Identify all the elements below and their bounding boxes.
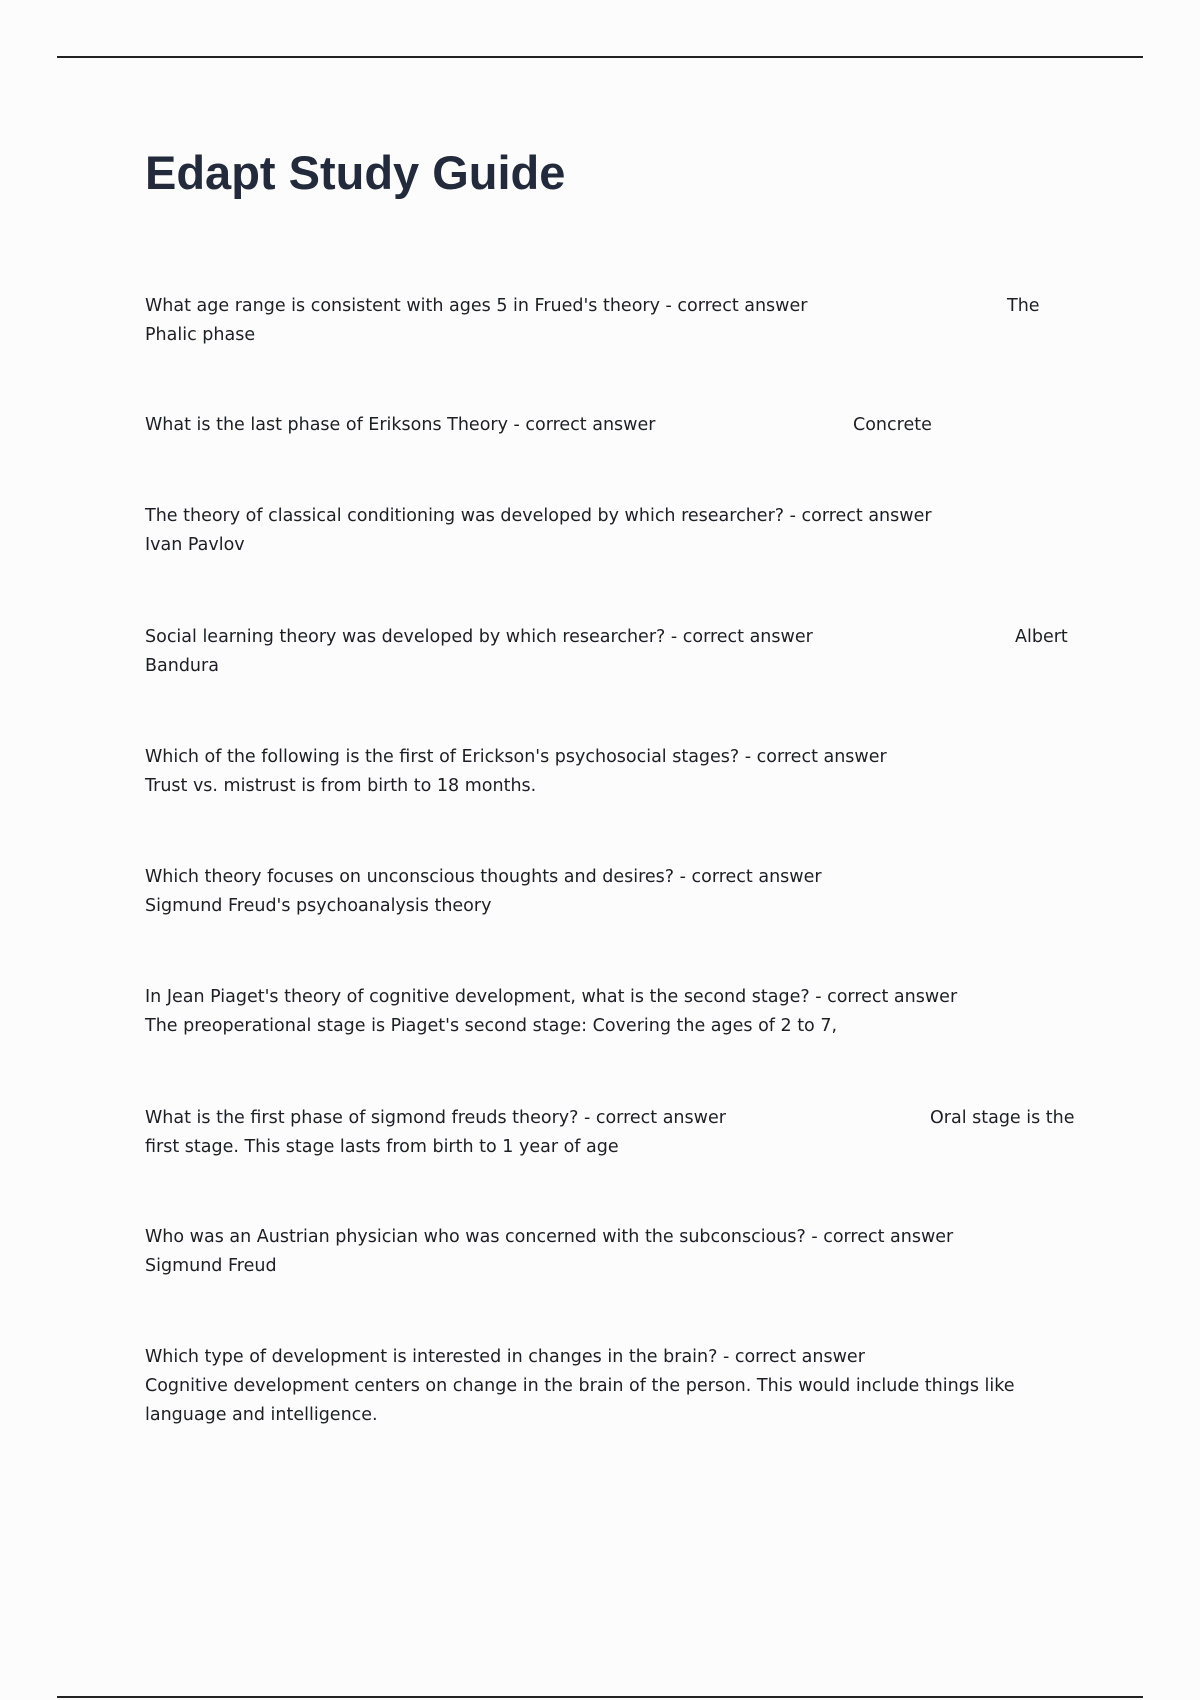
answer-text: The preoperational stage is Piaget's second stage: Covering the ages of 2 to 7, (145, 1016, 838, 1036)
question-text: In Jean Piaget's theory of cognitive development, what is the second stage? - correct answer (145, 987, 958, 1007)
question-text: What age range is consistent with ages 5 in Frued's theory - correct answer (145, 296, 808, 316)
qa-item-9 (145, 1223, 1075, 1281)
qa-item-1 (145, 292, 1075, 350)
page-title: Edapt Study Guide (145, 146, 566, 199)
qa-item-8 (145, 1104, 1075, 1162)
qa-item-7 (145, 983, 1075, 1041)
qa-item-10 (145, 1343, 1075, 1430)
answer-text: Cognitive development centers on change in the brain of the person. This would include things like (145, 1376, 1015, 1396)
question-text: Who was an Austrian physician who was concerned with the subconscious? - correct answer (145, 1227, 954, 1247)
top-rule (57, 56, 1143, 58)
question-text: Which type of development is interested in changes in the brain? - correct answer (145, 1347, 865, 1367)
bottom-rule (57, 1696, 1143, 1698)
qa-item-6 (145, 863, 1075, 921)
answer-text-continued: language and intelligence. (145, 1405, 378, 1425)
answer-inline-text: Oral stage is the (930, 1108, 1075, 1128)
qa-item-3 (145, 502, 1075, 560)
answer-inline-text: Concrete (853, 415, 932, 435)
question-text: What is the last phase of Eriksons Theory - correct answer (145, 415, 656, 435)
answer-inline-text: Albert (1015, 627, 1068, 647)
question-text: The theory of classical conditioning was developed by which researcher? - correct answer (145, 506, 932, 526)
answer-text: Sigmund Freud (145, 1256, 277, 1276)
qa-item-2 (145, 411, 1075, 440)
answer-text: Sigmund Freud's psychoanalysis theory (145, 896, 492, 916)
answer-inline-text: The (1007, 296, 1040, 316)
question-text: Social learning theory was developed by which researcher? - correct answer (145, 627, 813, 647)
question-text: Which of the following is the first of Erickson's psychosocial stages? - correct answer (145, 747, 887, 767)
answer-text: Trust vs. mistrust is from birth to 18 months. (145, 776, 537, 796)
question-text: What is the first phase of sigmond freuds theory? - correct answer (145, 1108, 726, 1128)
question-text: Which theory focuses on unconscious thoughts and desires? - correct answer (145, 867, 822, 887)
qa-item-4 (145, 623, 1075, 681)
qa-item-5 (145, 743, 1075, 801)
answer-text: Ivan Pavlov (145, 535, 245, 555)
answer-text: first stage. This stage lasts from birth to 1 year of age (145, 1137, 619, 1157)
answer-text: Bandura (145, 656, 219, 676)
answer-text: Phalic phase (145, 325, 256, 345)
